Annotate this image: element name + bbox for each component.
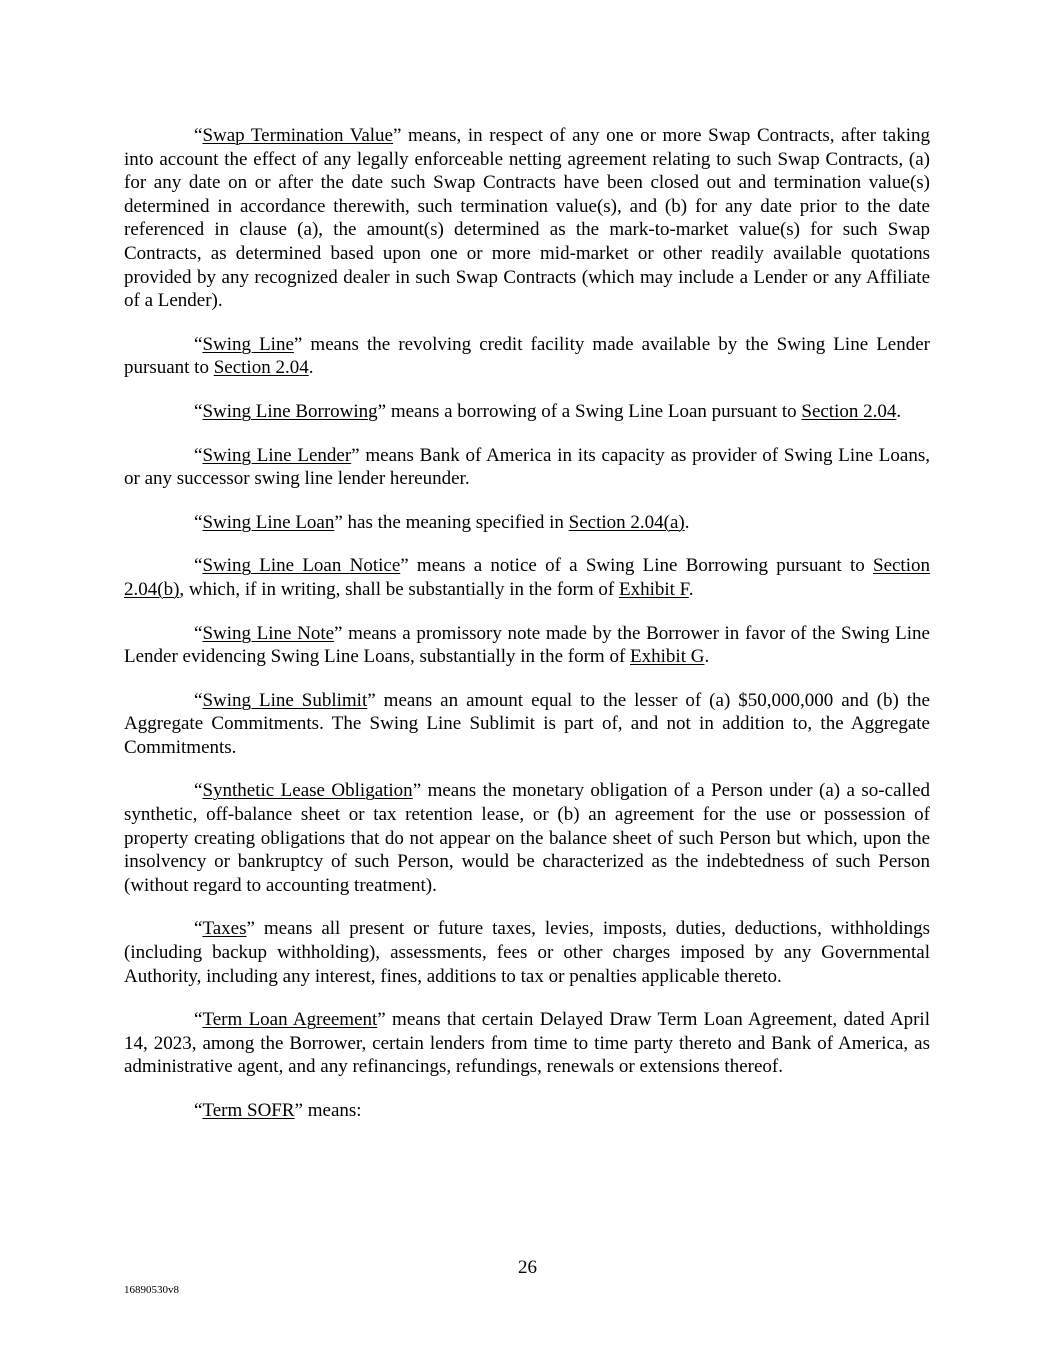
defined-term: Swing Line Borrowing (202, 400, 378, 422)
definition-swing-line-sublimit (124, 689, 930, 760)
open-quote: “ (194, 400, 203, 422)
definition-text: ” means that certain Delayed Draw Term Loan Agreement, dated April 14, 2023, among the Borrower, certain lenders from time to time party thereto and Bank of America, as administrative agent, and any refinancings, refundings, renewals or extensions thereof. (124, 1009, 930, 1078)
document-id: 16890530v8 (124, 1284, 179, 1296)
open-quote: “ (194, 333, 203, 355)
defined-term: Swing Line Loan Notice (202, 555, 401, 577)
definition-taxes (124, 917, 930, 988)
defined-term: Synthetic Lease Obligation (202, 780, 413, 802)
definition-swing-line-borrowing (124, 400, 930, 424)
defined-term: Swap Termination Value (202, 125, 393, 146)
definition-swing-line-note (124, 622, 930, 669)
defined-term: Taxes (202, 918, 247, 940)
definition-text: ” means an amount equal to the lesser of (a) $50,000,000 and (b) the Aggregate Commitments. The Swing Line Sublimit is part of, and not in addition to, the Aggregate Commitments. (124, 689, 930, 758)
open-quote: “ (194, 780, 203, 802)
definition-swing-line-lender (124, 444, 930, 491)
definition-term-loan-agreement (124, 1008, 930, 1079)
page-number: 26 (518, 1257, 537, 1278)
definition-text: ” means all present or future taxes, levies, imposts, duties, deductions, withholdings (including backup withholding), assessments, fees or other charges imposed by any Governmental Authority, including any interest, fines, additions to tax or penalties applicable thereto. (124, 918, 930, 987)
definition-text: , which, if in writing, shall be substantially in the form of (179, 578, 619, 600)
definition-text: ” means a promissory note made by the Borrower in favor of the Swing Line Lender evidencing Swing Line Loans, substantially in the form of (124, 622, 930, 668)
document-body (124, 124, 930, 1143)
defined-term: Term SOFR (202, 1100, 295, 1121)
open-quote: “ (194, 125, 203, 146)
section-reference: Section 2.04 (801, 400, 897, 422)
open-quote: “ (194, 1009, 203, 1031)
open-quote: “ (194, 622, 203, 644)
open-quote: “ (194, 689, 203, 711)
exhibit-reference: Exhibit F (618, 578, 689, 600)
definition-synthetic-lease-obligation (124, 779, 930, 897)
open-quote: “ (194, 444, 203, 466)
defined-term: Swing Line Note (202, 622, 335, 644)
open-quote: “ (194, 511, 203, 533)
open-quote: “ (194, 1100, 203, 1121)
defined-term: Swing Line Loan (202, 511, 335, 533)
definition-text: ” means Bank of America in its capacity as provider of Swing Line Loans, or any successor swing line lender hereunder. (124, 444, 930, 490)
definition-swing-line-loan (124, 511, 930, 535)
definition-text: ” means: (294, 1100, 362, 1121)
definition-text: . (688, 578, 694, 600)
definition-swing-line (124, 333, 930, 380)
defined-term: Swing Line Sublimit (202, 689, 368, 711)
definition-text: ” means the monetary obligation of a Person under (a) a so-called synthetic, off-balance sheet or tax retention lease, or (b) an agreement for the use or possession of property creating obligations that do not appear on the balance sheet of such Person but which, upon the insolvency or bankruptcy of such Person, would be characterized as the indebtedness of such Person (without regard to accounting treatment). (124, 780, 930, 896)
definition-text: ” means a borrowing of a Swing Line Loan pursuant to (377, 400, 802, 422)
definition-swing-line-loan-notice (124, 554, 930, 601)
definition-text: ” means the revolving credit facility made available by the Swing Line Lender pursuant to (124, 333, 931, 379)
definition-text: . (308, 357, 314, 379)
section-reference: Section 2.04 (213, 357, 309, 379)
definition-swap-termination-value (124, 124, 930, 313)
open-quote: “ (194, 918, 203, 940)
definition-text: . (684, 511, 690, 533)
definition-text: . (896, 400, 902, 422)
section-reference: Section 2.04(a) (568, 511, 685, 533)
section-reference: Section 2.04(b) (124, 555, 930, 600)
definition-term-sofr (124, 1099, 930, 1123)
exhibit-reference: Exhibit G (630, 646, 705, 668)
defined-term: Term Loan Agreement (202, 1009, 378, 1031)
defined-term: Swing Line (202, 333, 294, 355)
definition-text: . (704, 646, 710, 668)
definition-text: ” has the meaning specified in (334, 511, 569, 533)
defined-term: Swing Line Lender (202, 444, 352, 466)
open-quote: “ (194, 555, 203, 577)
definition-text: ” means a notice of a Swing Line Borrowing pursuant to (400, 555, 873, 577)
definition-text: ” means, in respect of any one or more Swap Contracts, after taking into account the effect of any legally enforceable netting agreement relating to such Swap Contracts, (a) for any date on or after the date such Swap Contracts have been closed out and termination value(s) determined in accordance therewith, such termination value(s), and (b) for any date prior to the date referenced in clause (a), the amount(s) determined as the mark-to-market value(s) for such Swap Contracts, as determined based upon one or more mid-market or other readily available quotations provided by any recognized dealer in such Swap Contracts (which may include a Lender or any Affiliate of a Lender). (124, 125, 930, 312)
